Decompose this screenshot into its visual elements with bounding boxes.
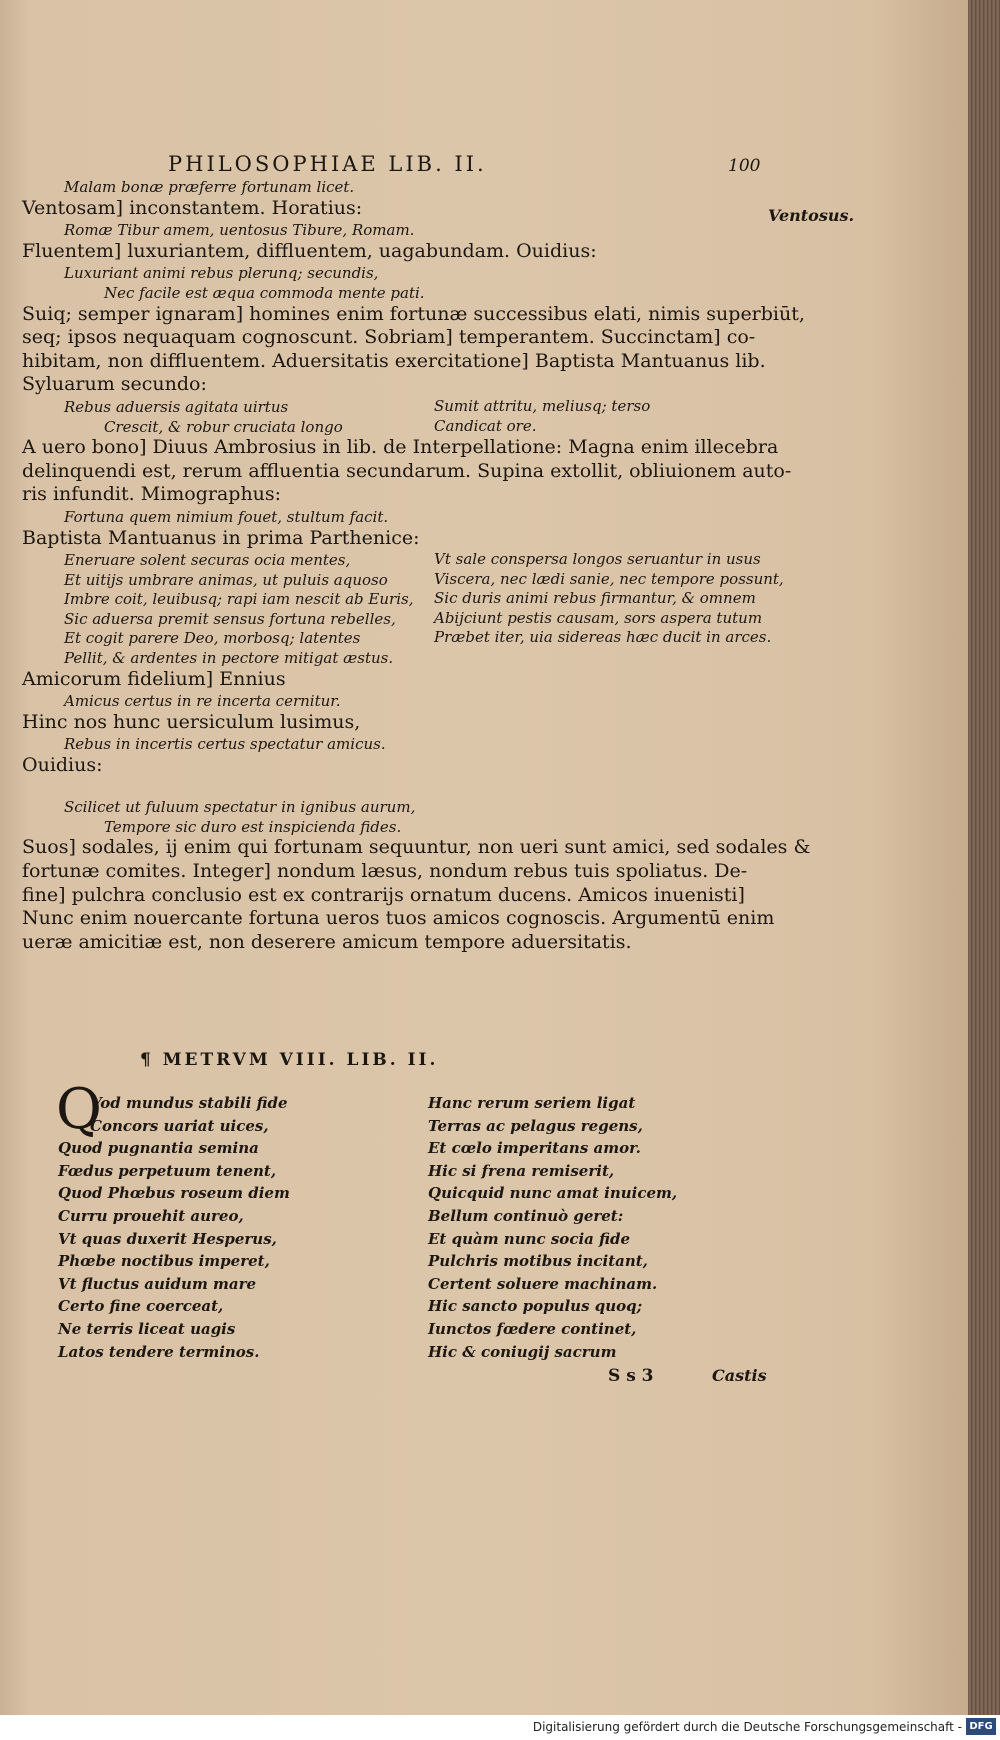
page-edge — [968, 0, 1000, 1715]
poem-line: Curru prouehit aureo, — [58, 1206, 244, 1225]
line-text: delinquendi est, rerum affluentia secundarum. Supina extollit, obliuionem auto- — [22, 459, 792, 482]
poem-line: Quod Phœbus roseum diem — [58, 1184, 290, 1203]
poem-line: Hic si frena remiserit, — [428, 1161, 615, 1180]
dfg-logo: DFG — [966, 1718, 996, 1735]
text-line — [22, 569, 784, 590]
text-line — [22, 220, 762, 240]
metrum-title: ¶ METRVM VIII. LIB. II. — [140, 1050, 439, 1070]
text-line — [22, 691, 762, 711]
line-text: Hinc nos hunc uersiculum lusimus, — [22, 710, 361, 733]
poem-line: Certent soluere machinam. — [428, 1274, 658, 1293]
line-text-right: Viscera, nec lædi sanie, nec tempore possunt, — [434, 569, 784, 588]
text-line — [22, 349, 766, 374]
poem-line: Vt quas duxerit Hesperus, — [58, 1229, 277, 1248]
line-text: Sic aduersa premit sensus fortuna rebelles, — [64, 609, 396, 628]
line-text: ris infundit. Mimographus: — [22, 483, 282, 506]
poem-line: Quicquid nunc amat inuicem, — [428, 1184, 678, 1203]
text-line — [22, 302, 805, 327]
line-text: Baptista Mantuanus in prima Parthenice: — [22, 526, 420, 549]
line-text: Eneruare solent securas ocia mentes, — [64, 551, 351, 570]
line-text: Nunc enim nouercante fortuna ueros tuos amicos cognoscis. Argumentū enim — [22, 907, 775, 930]
line-text: Imbre coit, leuibusq; rapi iam nescit ab Euris, — [64, 590, 414, 609]
signature-mark: S s 3 — [608, 1366, 654, 1386]
line-text: fine] pulchra conclusio est ex contrarijs ornatum ducens. Amicos inuenisti] — [22, 883, 745, 906]
poem-line: Pulchris motibus incitant, — [428, 1252, 648, 1271]
line-text: Pellit, & ardentes in pectore mitigat æstus. — [64, 649, 394, 668]
line-text: Malam bonæ præferre fortunam licet. — [64, 178, 355, 196]
running-head: PHILOSOPHIAE LIB. II. — [168, 152, 487, 176]
poem-line: Iunctos fœdere continet, — [428, 1319, 637, 1338]
line-text: Ouidius: — [22, 754, 103, 777]
text-line — [22, 459, 792, 484]
line-text: Amicus certus in re incerta cernitur. — [64, 692, 341, 711]
line-text: Scilicet ut fuluum spectatur in ignibus aurum, — [64, 798, 416, 817]
poem-line: Phœbe noctibus imperet, — [58, 1252, 270, 1271]
text-line — [22, 283, 762, 303]
poem-line: Vt fluctus auidum mare — [58, 1274, 257, 1293]
poem-line: Et cœlo imperitans amor. — [428, 1139, 641, 1158]
line-text-right: Sic duris animi rebus firmantur, & omnem — [434, 589, 756, 608]
text-line — [22, 711, 762, 735]
line-text: Nec facile est æqua commoda mente pati. — [104, 283, 425, 302]
text-line — [22, 507, 762, 527]
line-text: A uero bono] Diuus Ambrosius in lib. de Interpellatione: Magna enim illecebra — [22, 436, 779, 459]
drop-capital: Q — [56, 1077, 102, 1142]
text-line — [22, 628, 772, 648]
text-line — [22, 326, 762, 350]
line-text: Suiq; semper ignaram] homines enim fortunæ successibus elati, nimis superbiūt, — [22, 302, 805, 325]
line-text: Rebus in incertis certus spectatur amicus. — [64, 735, 386, 754]
poem-line: Bellum continuò geret: — [428, 1206, 624, 1225]
text-line — [22, 836, 811, 860]
line-text: Rebus aduersis agitata uirtus — [64, 397, 289, 416]
line-text-right: Candicat ore. — [434, 416, 537, 435]
text-line — [22, 668, 762, 692]
line-text: hibitam, non diffluentem. Aduersitatis exercitatione] Baptista Mantuanus lib. — [22, 349, 766, 372]
text-line — [22, 197, 762, 221]
poem-line: Vod mundus stabili fide — [90, 1094, 288, 1112]
line-text: Fluentem] luxuriantem, diffluentem, uagabundam. Ouidius: — [22, 239, 597, 262]
text-line — [22, 609, 762, 629]
text-line — [22, 417, 762, 437]
text-line — [22, 589, 762, 609]
text-line — [22, 550, 762, 570]
poem-column-left — [58, 1092, 290, 1363]
text-line — [22, 817, 762, 837]
poem-line: Terras ac pelagus regens, — [428, 1116, 643, 1135]
text-line — [22, 754, 762, 778]
poem-line: Concors uariat uices, — [90, 1116, 269, 1135]
text-line — [22, 263, 762, 283]
poem-line: Hic sancto populus quoq; — [428, 1297, 643, 1316]
poem-line: Certo fine coerceat, — [58, 1297, 224, 1316]
line-text: Amicorum fidelium] Ennius — [22, 667, 286, 690]
footer-text: Digitalisierung gefördert durch die Deutsche Forschungsgemeinschaft - — [532, 1720, 962, 1734]
line-text: Et cogit parere Deo, morbosq; latentes — [64, 629, 361, 648]
poem-line: Fœdus perpetuum tenent, — [58, 1161, 277, 1180]
line-text-right: Vt sale conspersa longos seruantur in usus — [434, 550, 761, 569]
folio-number: 100 — [728, 156, 761, 176]
poem-line: Et quàm nunc socia fide — [428, 1229, 631, 1248]
poem-line: Ne terris liceat uagis — [58, 1319, 236, 1338]
margin-note: Ventosus. — [768, 206, 855, 225]
text-line — [22, 778, 762, 798]
line-text: Tempore sic duro est inspicienda fides. — [104, 817, 402, 836]
line-text: Syluarum secundo: — [22, 373, 207, 396]
catchword: Castis — [712, 1366, 767, 1385]
line-text: fortunæ comites. Integer] nondum læsus, nondum rebus tuis spoliatus. De- — [22, 860, 748, 882]
line-text-right: Sumit attritu, meliusq; terso — [434, 396, 651, 415]
line-text: Romæ Tibur amem, uentosus Tibure, Romam. — [64, 221, 415, 240]
text-line — [22, 483, 762, 507]
poem-line: Quod pugnantia semina — [58, 1139, 259, 1158]
line-text-right: Abijciunt pestis causam, sors aspera tutum — [434, 608, 763, 627]
text-line — [22, 797, 762, 817]
text-line — [22, 177, 762, 197]
text-line — [22, 884, 762, 908]
poem-line: Hic & coniugij sacrum — [428, 1342, 617, 1361]
text-line — [22, 373, 762, 397]
text-line — [22, 436, 779, 460]
poem-column-right — [428, 1092, 677, 1363]
text-line — [22, 527, 762, 551]
text-line — [22, 397, 762, 417]
text-line — [22, 240, 762, 264]
line-text: Luxuriant animi rebus plerunq; secundis, — [64, 264, 379, 283]
text-line — [22, 907, 775, 931]
line-text-right: Præbet iter, uia sidereas hæc ducit in arces. — [434, 628, 772, 647]
text-line — [22, 931, 762, 955]
line-text: Ventosam] inconstantem. Horatius: — [22, 196, 363, 219]
text-line — [22, 734, 762, 754]
line-text: Crescit, & robur cruciata longo — [104, 417, 343, 436]
text-line — [22, 860, 762, 884]
poem-line: Latos tendere terminos. — [58, 1342, 260, 1361]
line-text: seq; ipsos nequaquam cognoscunt. Sobriam] temperantem. Succinctam] co- — [22, 326, 756, 349]
commentary-text — [22, 177, 811, 954]
line-text: Fortuna quem nimium fouet, stultum facit. — [64, 507, 389, 526]
text-line — [22, 648, 762, 668]
line-text: ueræ amicitiæ est, non deserere amicum tempore aduersitatis. — [22, 930, 632, 953]
line-text: Et uitijs umbrare animas, ut puluis aquoso — [64, 570, 388, 589]
line-text: Suos] sodales, ij enim qui fortunam sequuntur, non ueri sunt amici, sed sodales & — [22, 836, 811, 859]
footer-bar — [0, 1715, 1000, 1740]
poem-line: Hanc rerum seriem ligat — [428, 1094, 636, 1112]
